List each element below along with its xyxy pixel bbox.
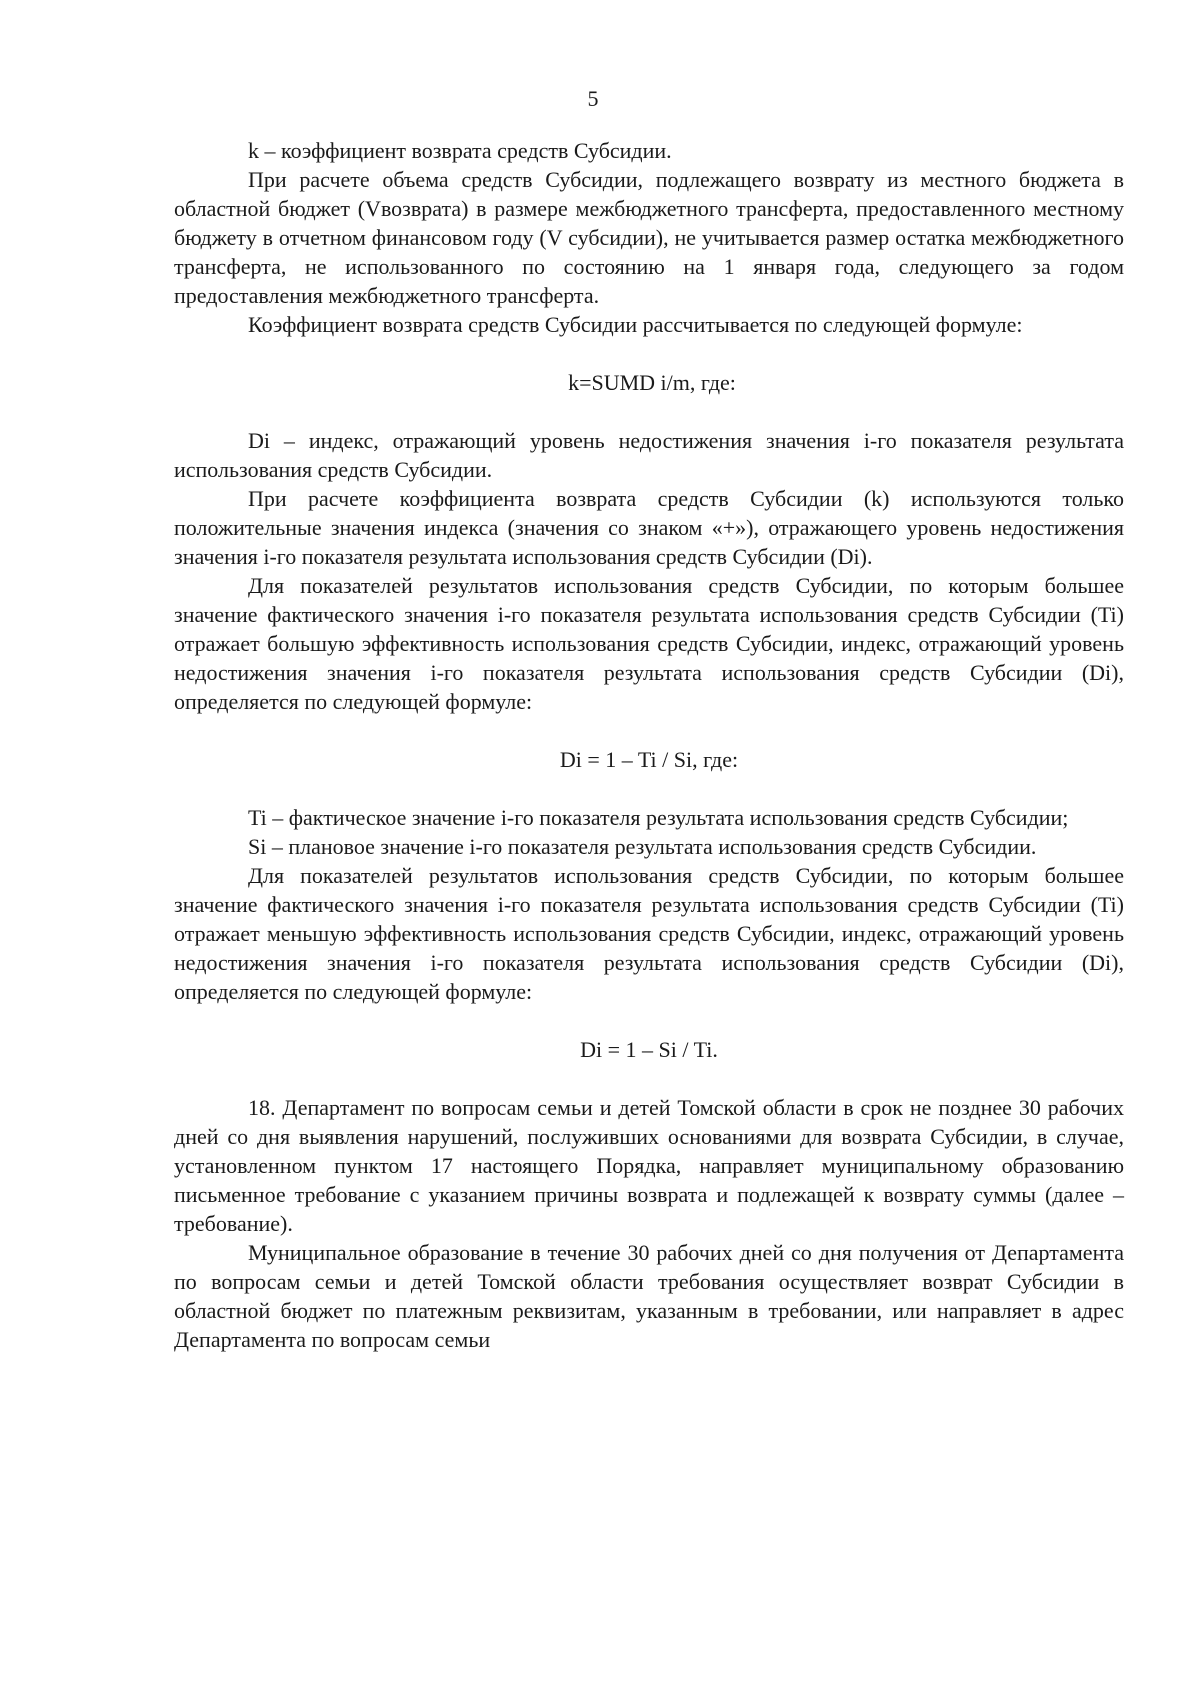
formula-di-ti-si: Di = 1 – Ti / Si, где:: [559, 747, 739, 772]
formula-k: k=SUMD i/m, где:: [568, 370, 736, 395]
paragraph-k-definition: k – коэффициент возврата средств Субсидии.: [248, 138, 672, 163]
paragraph-lesser-efficiency: Для показателей результатов использования средств Субсидии, по которым большее значение фактического значения i-го показателя результата использования средств Субсидии (Ti) отражает меньшую эффективность использования средств Субсидии, индекс, отражающий уровень недостижения значения i-го показателя результата использования средств Субсидии (Di), определяется по следующей формуле:: [174, 863, 1124, 1004]
page-number: 5: [587, 86, 599, 111]
page-body: [174, 136, 1124, 1354]
paragraph-greater-efficiency: Для показателей результатов использования средств Субсидии, по которым большее значение фактического значения i-го показателя результата использования средств Субсидии (Ti) отражает большую эффективность использования средств Субсидии, индекс, отражающий уровень недостижения значения i-го показателя результата использования средств Субсидии (Di), определяется по следующей формуле:: [174, 573, 1124, 714]
paragraph-item-18: 18. Департамент по вопросам семьи и детей Томской области в срок не позднее 30 рабочих дней со дня выявления нарушений, послуживших основаниями для возврата Субсидии, в случае, установленном пунктом 17 настоящего Порядка, направляет муниципальному образованию письменное требование с указанием причины возврата и подлежащей к возврату суммы (далее – требование).: [174, 1095, 1124, 1236]
paragraph-di-definition: Di – индекс, отражающий уровень недостижения значения i-го показателя результата использования средств Субсидии.: [174, 428, 1124, 482]
paragraph-return-volume: При расчете объема средств Субсидии, подлежащего возврату из местного бюджета в областной бюджет (Vвозврата) в размере межбюджетного трансферта, предоставленного местному бюджету в отчетном финансовом году (V субсидии), не учитывается размер остатка межбюджетного трансферта, не использованного по состоянию на 1 января года, следующего за годом предоставления межбюджетного трансферта.: [174, 167, 1124, 308]
paragraph-si-definition: Si – плановое значение i-го показателя результата использования средств Субсидии.: [248, 834, 1037, 859]
paragraph-ti-definition: Ti – фактическое значение i-го показателя результата использования средств Субсидии;: [248, 805, 1069, 830]
paragraph-municipal-return: Муниципальное образование в течение 30 рабочих дней со дня получения от Департамента по вопросам семьи и детей Томской области требования осуществляет возврат Субсидии в областной бюджет по платежным реквизитам, указанным в требовании, или направляет в адрес Департамента по вопросам семьи: [174, 1240, 1124, 1352]
paragraph-positive-values: При расчете коэффициента возврата средств Субсидии (k) используются только положительные значения индекса (значения со знаком «+»), отражающего уровень недостижения значения i-го показателя результата использования средств Субсидии (Di).: [174, 486, 1124, 569]
formula-di-si-ti: Di = 1 – Si / Ti.: [580, 1037, 718, 1062]
paragraph-coefficient-intro: Коэффициент возврата средств Субсидии рассчитывается по следующей формуле:: [248, 312, 1023, 337]
